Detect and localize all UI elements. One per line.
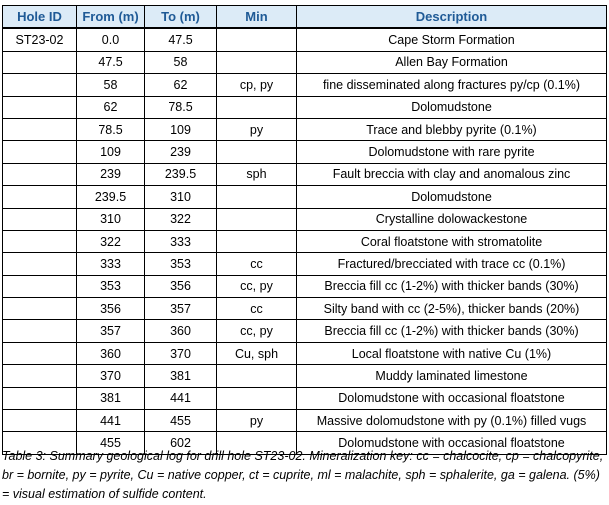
cell-min: [217, 387, 297, 409]
table-row: [3, 118, 607, 140]
cell-from: 322: [77, 230, 145, 252]
header-hole-id: Hole ID: [3, 6, 77, 29]
cell-min: py: [217, 118, 297, 140]
cell-description: Fractured/brecciated with trace cc (0.1%): [297, 253, 607, 275]
table-row: [3, 96, 607, 118]
table-row: [3, 51, 607, 73]
cell-from: 353: [77, 275, 145, 297]
cell-description: Dolomudstone with occasional floatstone: [297, 387, 607, 409]
cell-from: 109: [77, 141, 145, 163]
cell-description: Breccia fill cc (1-2%) with thicker bands (30%): [297, 275, 607, 297]
cell-description: Massive dolomudstone with py (0.1%) filled vugs: [297, 410, 607, 432]
cell-to: 357: [145, 298, 217, 320]
cell-to: 47.5: [145, 28, 217, 51]
cell-hole-id: [3, 275, 77, 297]
cell-to: 360: [145, 320, 217, 342]
cell-to: 602: [145, 432, 217, 454]
cell-from: 239: [77, 163, 145, 185]
cell-to: 455: [145, 410, 217, 432]
cell-description: Dolomudstone: [297, 186, 607, 208]
table-row: [3, 253, 607, 275]
cell-description: Muddy laminated limestone: [297, 365, 607, 387]
cell-min: cc, py: [217, 320, 297, 342]
cell-from: 310: [77, 208, 145, 230]
cell-min: [217, 186, 297, 208]
cell-to: 62: [145, 74, 217, 96]
cell-description: Fault breccia with clay and anomalous zinc: [297, 163, 607, 185]
cell-description: Cape Storm Formation: [297, 28, 607, 51]
cell-hole-id: [3, 342, 77, 364]
table-row: [3, 410, 607, 432]
table-row: [3, 275, 607, 297]
cell-description: Coral floatstone with stromatolite: [297, 230, 607, 252]
cell-hole-id: [3, 387, 77, 409]
cell-to: 239: [145, 141, 217, 163]
cell-to: 381: [145, 365, 217, 387]
table-row: [3, 208, 607, 230]
cell-from: 360: [77, 342, 145, 364]
cell-description: Dolomudstone: [297, 96, 607, 118]
cell-to: 356: [145, 275, 217, 297]
cell-to: 310: [145, 186, 217, 208]
cell-min: Cu, sph: [217, 342, 297, 364]
cell-hole-id: ST23-02: [3, 28, 77, 51]
cell-from: 357: [77, 320, 145, 342]
cell-description: Allen Bay Formation: [297, 51, 607, 73]
cell-description: Local floatstone with native Cu (1%): [297, 342, 607, 364]
cell-hole-id: [3, 320, 77, 342]
cell-hole-id: [3, 230, 77, 252]
table-row: [3, 74, 607, 96]
cell-to: 58: [145, 51, 217, 73]
table-caption: Table 3: Summary geological log for drill hole ST23-02. Mineralization key: cc = chalcocite, cp = chalcopyrite, br = bornite, py = pyrite, Cu = native copper, ct = cuprite, ml = malachite, sph = sphalerite, ga = galena. (5%) = visual estimation of sulfide content.: [2, 449, 604, 501]
cell-from: 0.0: [77, 28, 145, 51]
cell-description: Breccia fill cc (1-2%) with thicker bands (30%): [297, 320, 607, 342]
cell-hole-id: [3, 208, 77, 230]
cell-min: [217, 51, 297, 73]
cell-from: 441: [77, 410, 145, 432]
cell-from: 333: [77, 253, 145, 275]
cell-hole-id: [3, 96, 77, 118]
cell-min: [217, 96, 297, 118]
cell-to: 441: [145, 387, 217, 409]
cell-hole-id: [3, 74, 77, 96]
cell-hole-id: [3, 365, 77, 387]
cell-to: 322: [145, 208, 217, 230]
cell-to: 353: [145, 253, 217, 275]
cell-min: [217, 208, 297, 230]
cell-description: Dolomudstone with occasional floatstone: [297, 432, 607, 454]
drill-log-table: [2, 5, 607, 455]
cell-hole-id: [3, 186, 77, 208]
table-row: [3, 298, 607, 320]
table-header: [3, 6, 607, 29]
header-to: To (m): [145, 6, 217, 29]
cell-min: cc, py: [217, 275, 297, 297]
cell-from: 58: [77, 74, 145, 96]
cell-to: 333: [145, 230, 217, 252]
cell-from: 370: [77, 365, 145, 387]
cell-from: 239.5: [77, 186, 145, 208]
table-row: [3, 230, 607, 252]
table-body: [3, 28, 607, 454]
cell-min: [217, 230, 297, 252]
table-row: [3, 28, 607, 51]
cell-hole-id: [3, 118, 77, 140]
cell-from: 356: [77, 298, 145, 320]
cell-from: 78.5: [77, 118, 145, 140]
cell-hole-id: [3, 51, 77, 73]
cell-to: 370: [145, 342, 217, 364]
cell-min: cp, py: [217, 74, 297, 96]
table-row: [3, 342, 607, 364]
cell-from: 381: [77, 387, 145, 409]
cell-hole-id: [3, 141, 77, 163]
cell-description: Crystalline dolowackestone: [297, 208, 607, 230]
cell-from: 455: [77, 432, 145, 454]
cell-to: 109: [145, 118, 217, 140]
cell-to: 78.5: [145, 96, 217, 118]
cell-from: 47.5: [77, 51, 145, 73]
header-description: Description: [297, 6, 607, 29]
table-row: [3, 320, 607, 342]
cell-min: cc: [217, 253, 297, 275]
table-row: [3, 186, 607, 208]
cell-description: fine disseminated along fractures py/cp (0.1%): [297, 74, 607, 96]
table-row: [3, 141, 607, 163]
cell-to: 239.5: [145, 163, 217, 185]
table-row: [3, 365, 607, 387]
cell-min: [217, 365, 297, 387]
header-from: From (m): [77, 6, 145, 29]
cell-min: [217, 141, 297, 163]
table-row: [3, 387, 607, 409]
cell-description: Trace and blebby pyrite (0.1%): [297, 118, 607, 140]
cell-description: Silty band with cc (2-5%), thicker bands (20%): [297, 298, 607, 320]
header-row: [3, 6, 607, 29]
cell-min: py: [217, 410, 297, 432]
cell-from: 62: [77, 96, 145, 118]
cell-min: sph: [217, 163, 297, 185]
cell-min: cc: [217, 298, 297, 320]
cell-hole-id: [3, 163, 77, 185]
cell-min: [217, 28, 297, 51]
header-min: Min: [217, 6, 297, 29]
cell-hole-id: [3, 410, 77, 432]
table-row: [3, 163, 607, 185]
cell-description: Dolomudstone with rare pyrite: [297, 141, 607, 163]
cell-hole-id: [3, 253, 77, 275]
cell-hole-id: [3, 298, 77, 320]
